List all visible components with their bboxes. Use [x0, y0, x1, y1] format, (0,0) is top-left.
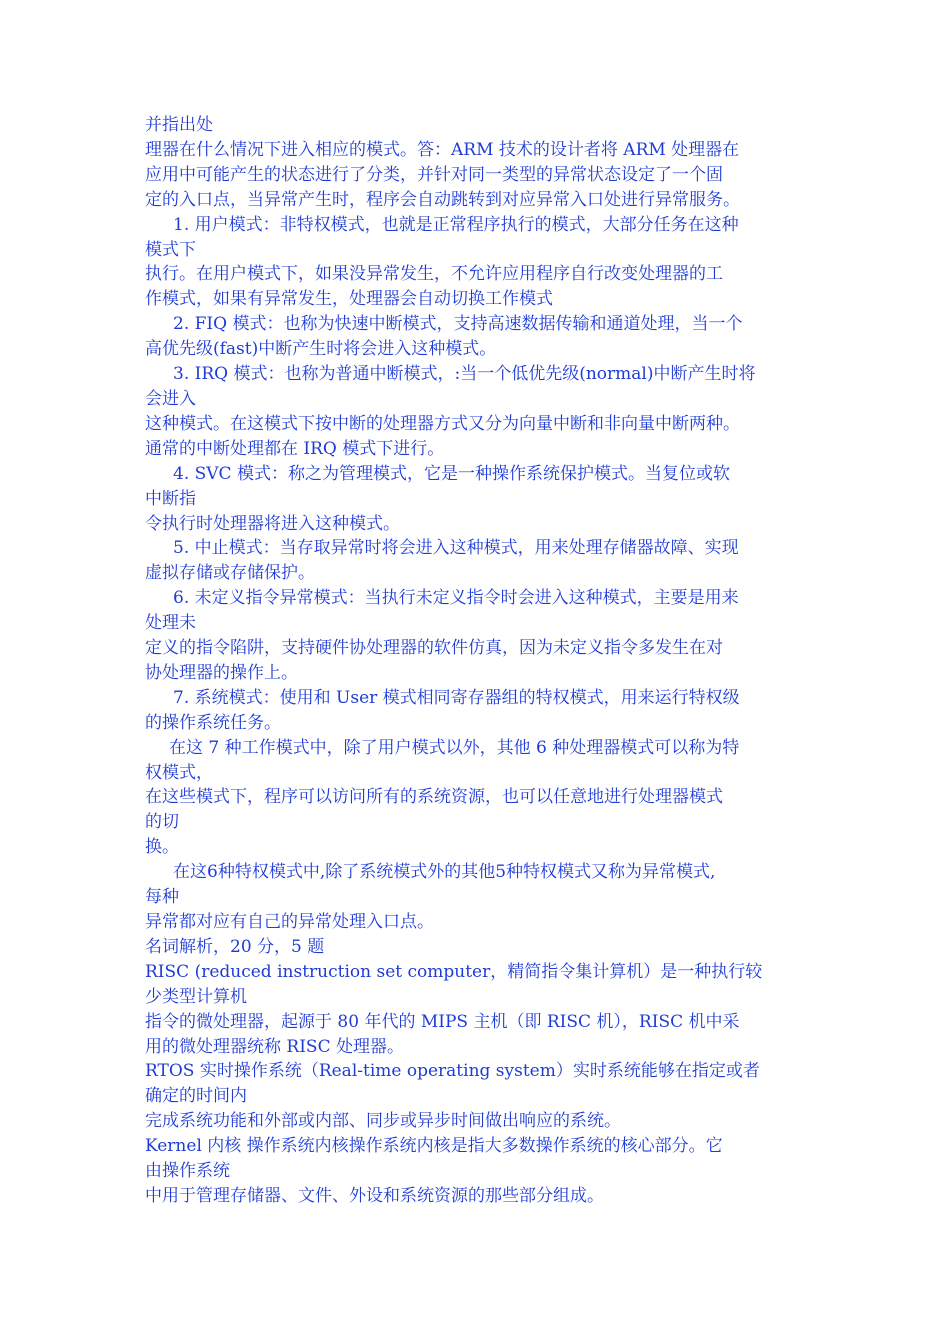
text-line: 4. SVC 模式：称之为管理模式，它是一种操作系统保护模式。当复位或软 — [173, 463, 730, 484]
text-line: 这种模式。在这模式下按中断的处理器方式又分为向量中断和非向量中断两种。 — [145, 413, 740, 434]
text-line: 少类型计算机 — [145, 986, 247, 1007]
text-line: 5. 中止模式：当存取异常时将会进入这种模式，用来处理存储器故障、实现 — [173, 538, 739, 559]
text-line: 完成系统功能和外部或内部、同步或异步时间做出响应的系统。 — [145, 1111, 621, 1132]
text-line: 通常的中断处理都在 IRQ 模式下进行。 — [145, 438, 445, 459]
text-line: 处理未 — [145, 613, 196, 634]
text-line: 名词解析，20 分，5 题 — [145, 936, 325, 957]
text-line: 虚拟存储或存储保护。 — [145, 563, 315, 584]
text-line: 中断指 — [145, 488, 196, 509]
text-line: 在这些模式下，程序可以访问所有的系统资源，也可以任意地进行处理器模式 — [145, 787, 723, 808]
text-line: 由操作系统 — [145, 1161, 230, 1182]
text-line: 令执行时处理器将进入这种模式。 — [145, 513, 400, 534]
text-line: 定的入口点，当异常产生时，程序会自动跳转到对应异常入口处进行异常服务。 — [145, 189, 740, 210]
text-line: 会进入 — [145, 388, 196, 409]
text-line: 模式下 — [145, 239, 196, 260]
text-line: RISC (reduced instruction set computer，精简指令集计算机）是一种执行较 — [145, 961, 763, 982]
text-line: 换。 — [145, 837, 179, 858]
text-line: 6. 未定义指令异常模式：当执行未定义指令时会进入这种模式，主要是用来 — [173, 588, 739, 609]
text-line: 2. FIQ 模式：也称为快速中断模式，支持高速数据传输和通道处理，当一个 — [173, 314, 743, 335]
text-line: 定义的指令陷阱，支持硬件协处理器的软件仿真，因为未定义指令多发生在对 — [145, 638, 723, 659]
text-line: 理器在什么情况下进入相应的模式。答：ARM 技术的设计者将 ARM 处理器在 — [145, 139, 740, 160]
text-line: 异常都对应有自己的异常处理入口点。 — [145, 912, 434, 932]
text-line: Kernel 内核 操作系统内核操作系统内核是指大多数操作系统的核心部分。它 — [145, 1136, 723, 1157]
text-line: 中用于管理存储器、文件、外设和系统资源的那些部分组成。 — [145, 1185, 604, 1206]
text-line: 的操作系统任务。 — [145, 712, 281, 733]
text-line: 在这6种特权模式中,除了系统模式外的其他5种特权模式又称为异常模式, — [173, 862, 716, 883]
document-body — [145, 113, 810, 1209]
text-line: 1. 用户模式：非特权模式，也就是正常程序执行的模式，大部分任务在这种 — [173, 214, 739, 235]
text-line: 高优先级(fast)中断产生时将会进入这种模式。 — [145, 339, 497, 360]
text-line: 并指出处 — [145, 115, 213, 135]
text-line: 协处理器的操作上。 — [145, 662, 298, 683]
text-line: 在这 7 种工作模式中，除了用户模式以外，其他 6 种处理器模式可以称为特 — [169, 737, 740, 758]
text-line: 应用中可能产生的状态进行了分类，并针对同一类型的异常状态设定了一个固 — [145, 164, 723, 185]
text-line: 权模式， — [145, 762, 213, 783]
text-line: 用的微处理器统称 RISC 处理器。 — [145, 1036, 404, 1057]
text-line: 作模式，如果有异常发生，处理器会自动切换工作模式 — [145, 289, 553, 310]
text-line: 3. IRQ 模式：也称为普通中断模式，:当一个低优先级(normal)中断产生时将 — [173, 364, 756, 385]
text-line: 7. 系统模式：使用和 User 模式相同寄存器组的特权模式，用来运行特权级 — [173, 687, 740, 708]
text-line: 的切 — [145, 812, 179, 833]
text-line: 确定的时间内 — [145, 1086, 247, 1107]
text-line: 执行。在用户模式下，如果没异常发生，不允许应用程序自行改变处理器的工 — [145, 264, 723, 285]
text-line: RTOS 实时操作系统（Real-time operating system）实时系统能够在指定或者 — [145, 1061, 760, 1082]
text-line: 每种 — [145, 887, 179, 908]
text-line: 指令的微处理器，起源于 80 年代的 MIPS 主机（即 RISC 机），RISC 机中采 — [145, 1011, 740, 1032]
